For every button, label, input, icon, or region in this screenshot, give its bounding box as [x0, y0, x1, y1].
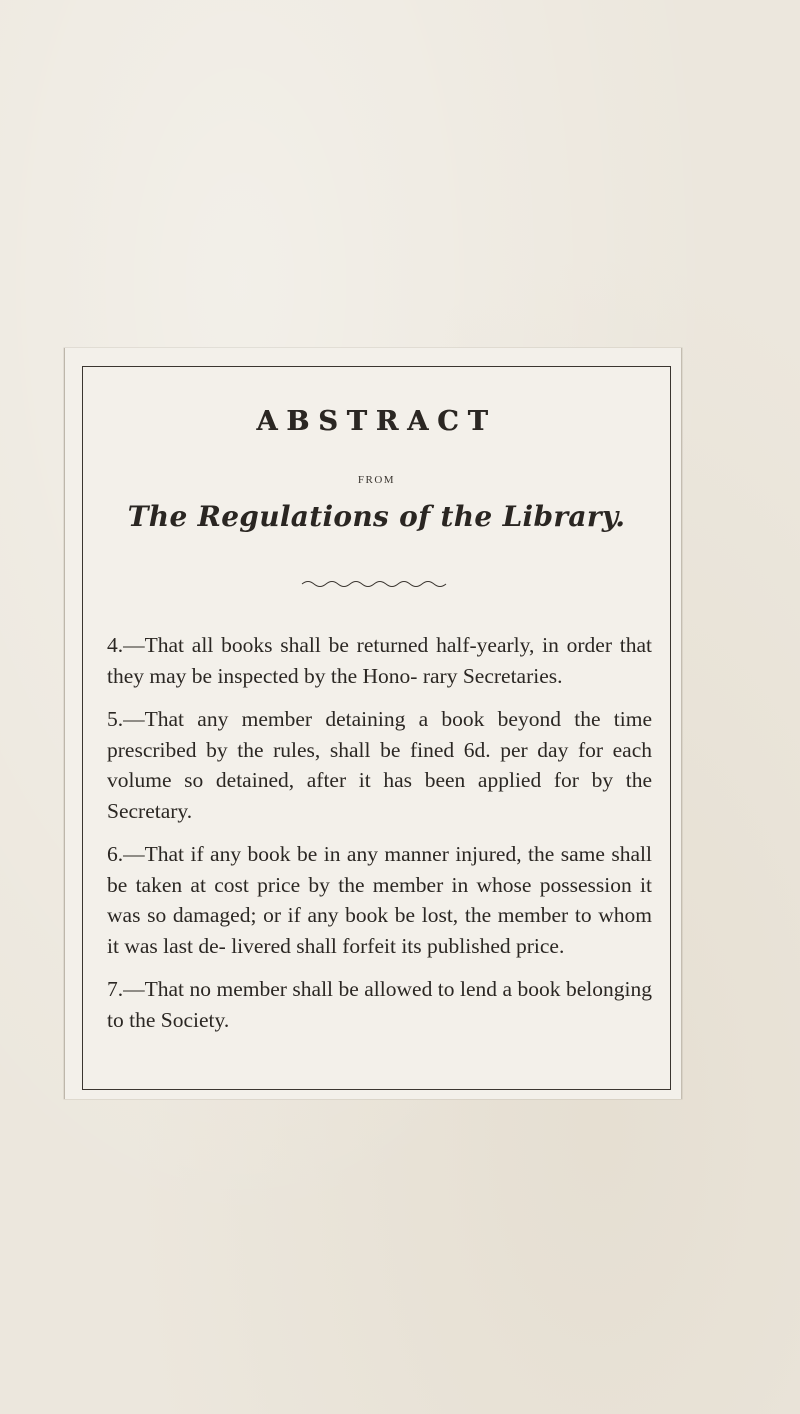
regulation-number: 6. — [107, 842, 124, 866]
regulation-text: —That any member detaining a book beyond the time prescribed by the rules, shall be fined 6d. per day for each volume so detained, after it has been applied for by the Secretary. — [107, 707, 652, 823]
regulations-list — [107, 630, 652, 1048]
regulation-number: 7. — [107, 977, 124, 1001]
document-title: ABSTRACT — [256, 406, 497, 437]
from-label: FROM — [357, 474, 396, 486]
regulation-item — [107, 839, 652, 961]
regulation-item — [107, 974, 652, 1035]
regulation-number: 4. — [107, 633, 124, 657]
regulation-number: 5. — [107, 707, 124, 731]
regulation-text: —That all books shall be returned half-yearly, in order that they may be inspected by the Hono- rary Secretaries. — [107, 633, 652, 688]
regulation-item — [107, 704, 652, 826]
document-subtitle: The Regulations of the Library. — [127, 500, 626, 533]
regulation-item — [107, 630, 652, 691]
regulation-text: —That no member shall be allowed to lend a book belonging to the Society. — [107, 977, 652, 1032]
regulation-text: —That if any book be in any manner injured, the same shall be taken at cost price by the member in whose possession it was so damaged; or if any book be lost, the member to whom it was last de- livered shall forfeit its published price. — [107, 842, 652, 958]
wavy-ornament-divider — [300, 578, 450, 590]
